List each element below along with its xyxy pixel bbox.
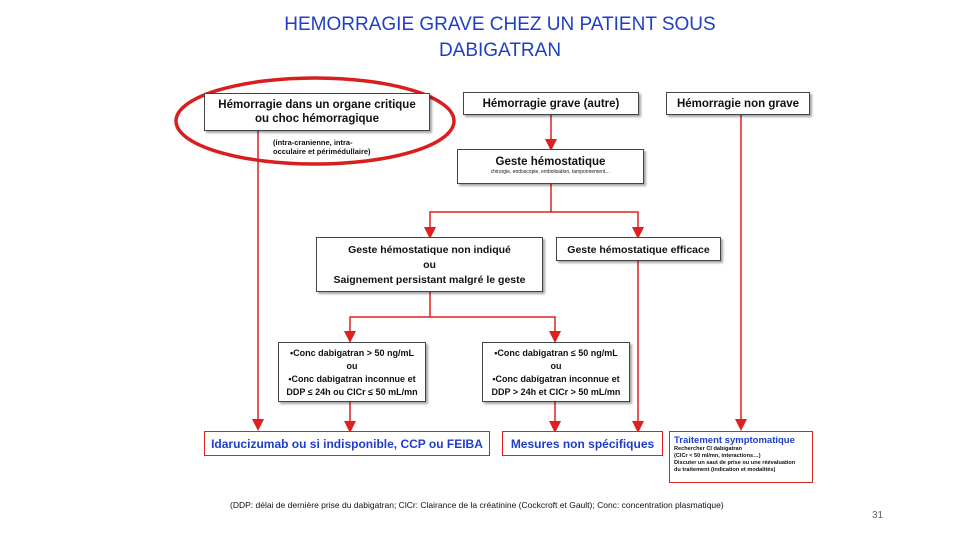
arrow-nonindique-split-right <box>430 317 555 340</box>
traitement-detail: Rechercher CI dabigatran (ClCr < 50 ml/mn, interactions…) Discuter un saut de prise ou une réévaluation du traitement (indication et modalités) <box>674 446 796 473</box>
arrow-nonindique-split-left <box>350 292 430 340</box>
box-geste-non-indique: Geste hémostatique non indiqué ou Saignement persistant malgré le geste <box>316 237 543 292</box>
box-conc-elevee: •Conc dabigatran > 50 ng/mL ou •Conc dabigatran inconnue et DDP ≤ 24h ou ClCr ≤ 50 mL/mn <box>278 342 426 402</box>
geste-label: Geste hémostatique <box>495 156 606 168</box>
geste-detail: chirurgie, endoscopie, embolisation, tamponnement… <box>490 169 611 175</box>
box-conc-basse: •Conc dabigatran ≤ 50 ng/mL ou •Conc dabigatran inconnue et DDP > 24h et ClCr > 50 mL/mn <box>482 342 630 402</box>
slide-number: 31 <box>872 510 884 521</box>
box-geste-hemostatique <box>457 149 644 184</box>
box-hemorragie-non-grave: Hémorragie non grave <box>666 92 810 115</box>
box-traitement-symptomatique <box>669 431 813 483</box>
box-mesures-non-specifiques: Mesures non spécifiques <box>502 431 663 456</box>
box-geste-efficace: Geste hémostatique efficace <box>556 237 721 261</box>
box-idarucizumab: Idarucizumab ou si indisponible, CCP ou FEIBA <box>204 431 490 456</box>
note-critique-sites: (intra-cranienne, intra- occulaire et périmédullaire) <box>273 138 371 156</box>
box-hemorragie-critique: Hémorragie dans un organe critique ou choc hémorragique <box>204 93 430 131</box>
arrow-geste-efficace <box>551 212 638 236</box>
arrow-geste-split <box>430 184 551 236</box>
traitement-title: Traitement symptomatique <box>674 435 795 446</box>
footnote-abbreviations: (DDP: délai de dernière prise du dabigatran; ClCr: Clairance de la créatinine (Cockcroft et Gault); Conc: concentration plasmatique) <box>230 500 724 510</box>
slide-title: HEMORRAGIE GRAVE CHEZ UN PATIENT SOUS DABIGATRAN <box>284 14 716 61</box>
box-hemorragie-grave-autre: Hémorragie grave (autre) <box>463 92 639 115</box>
